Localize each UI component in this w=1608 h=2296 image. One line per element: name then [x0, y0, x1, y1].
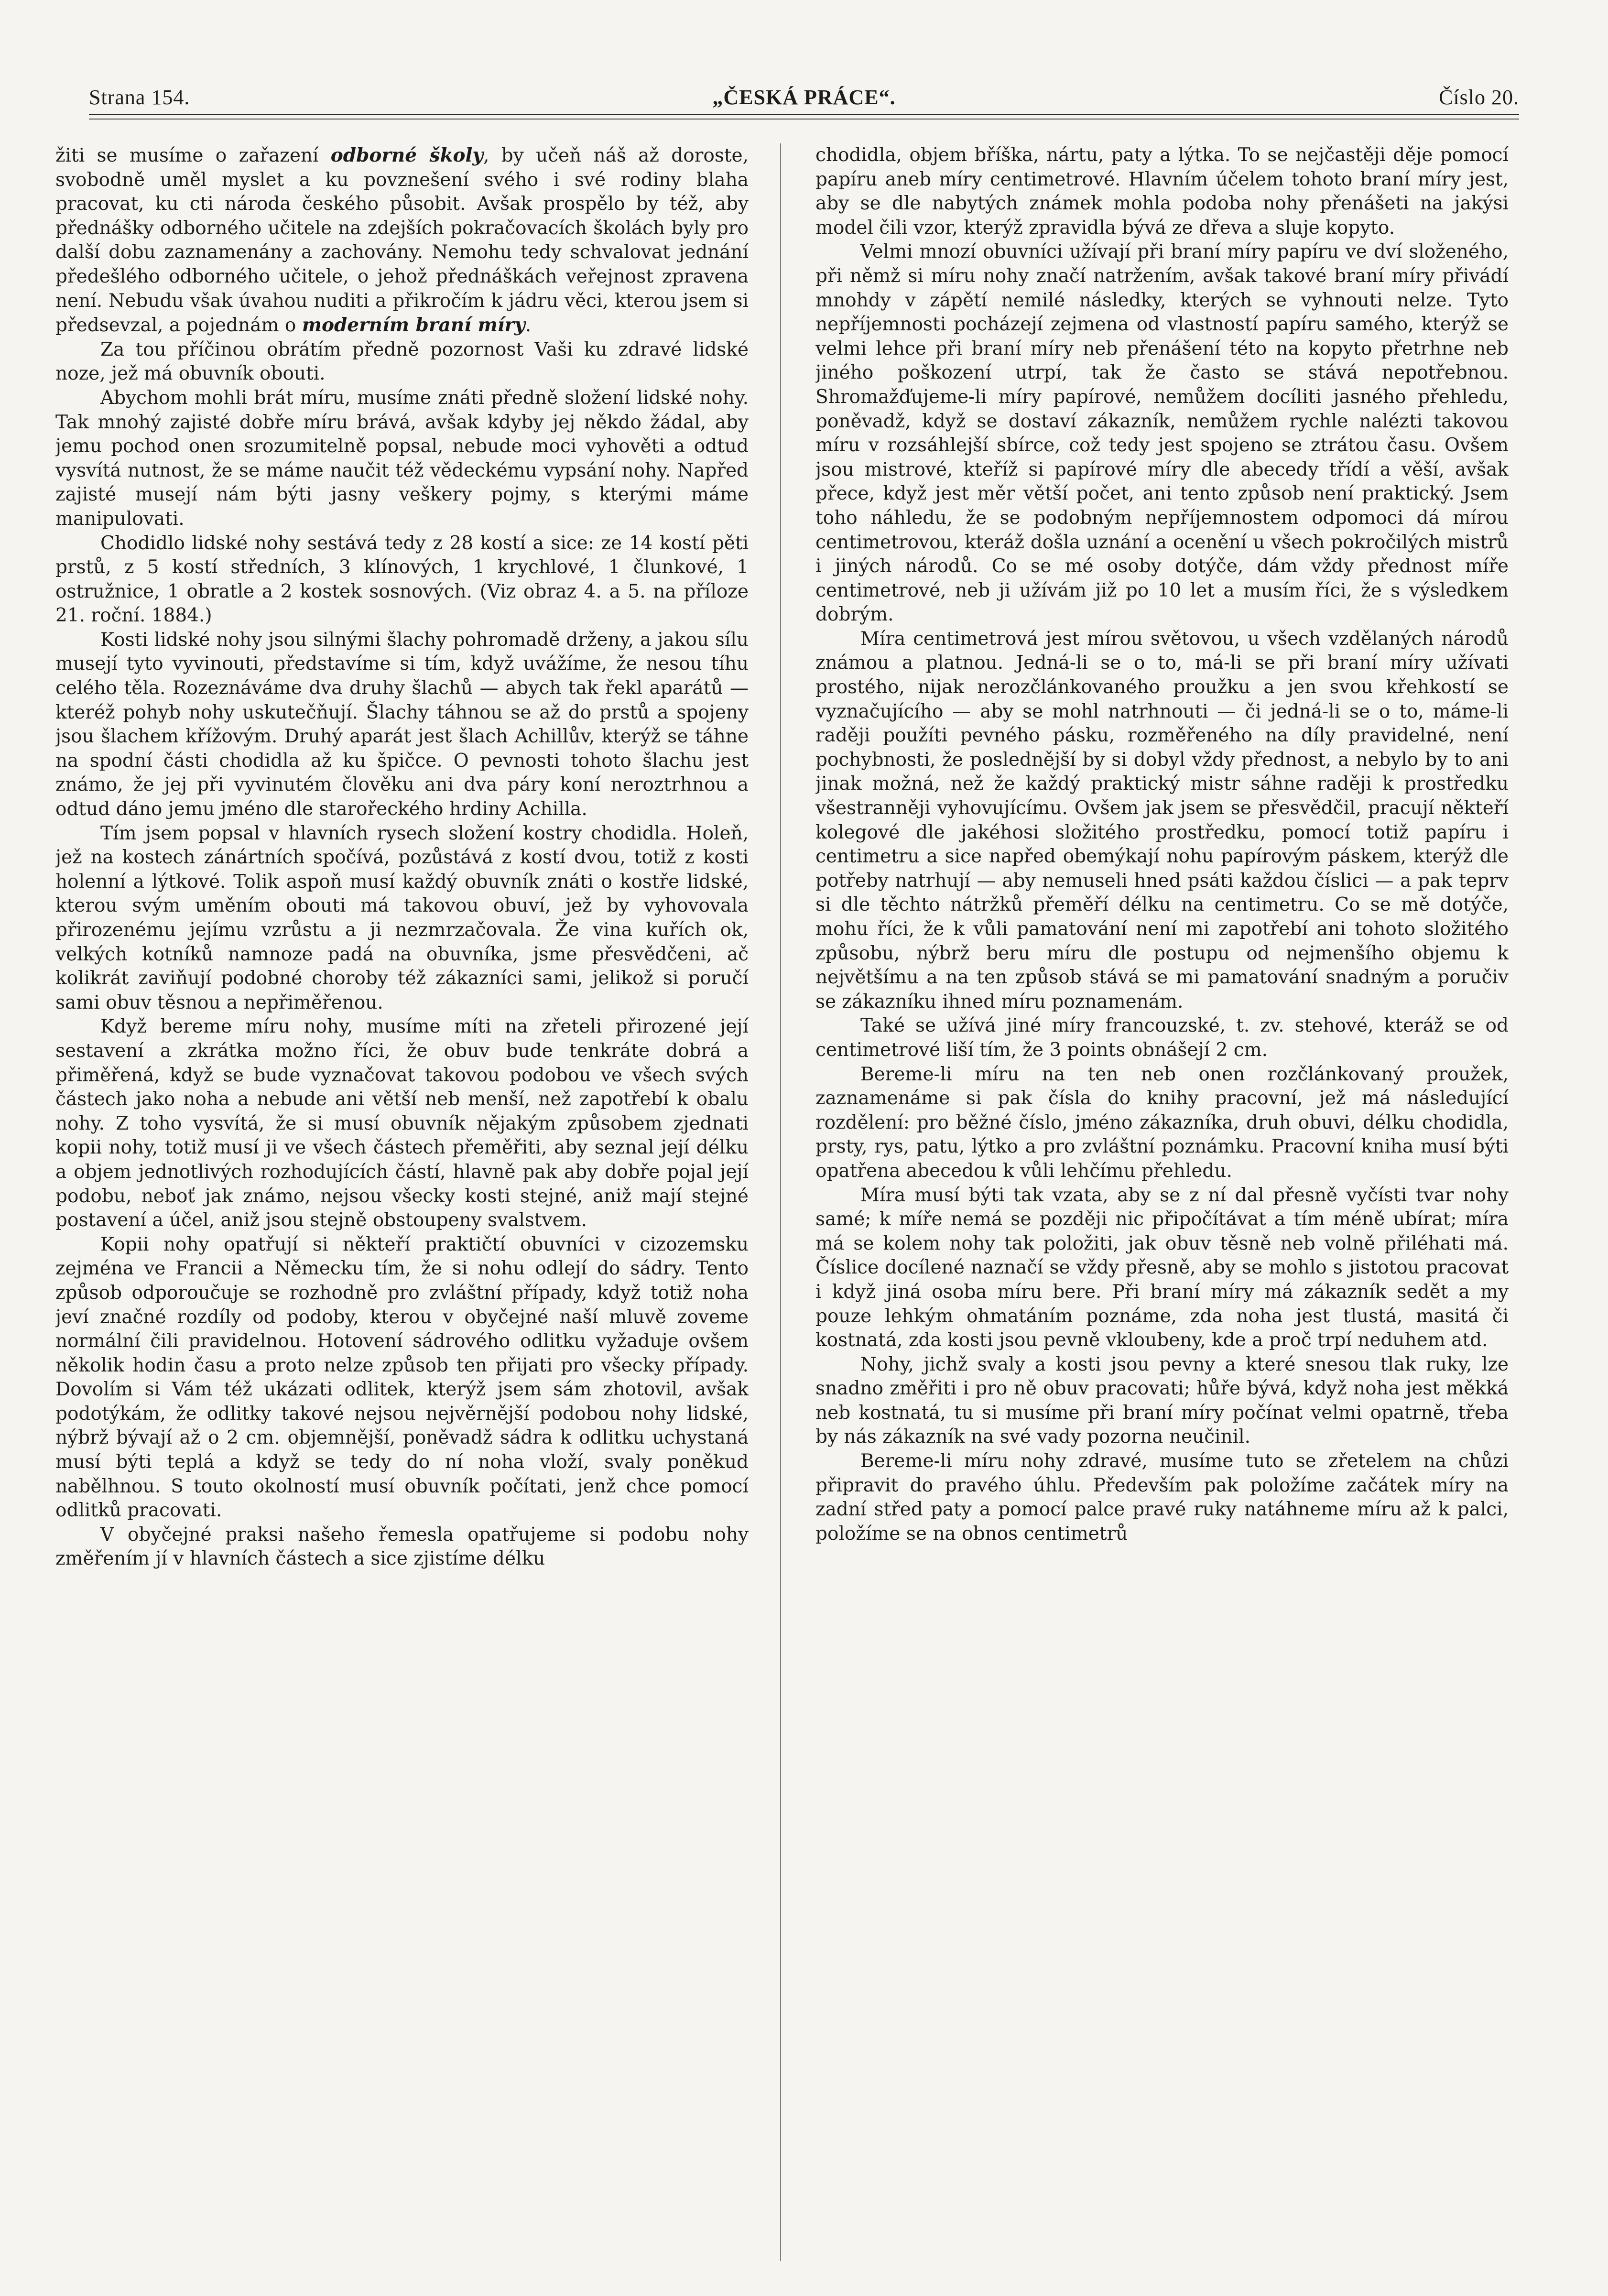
- paragraph: Nohy, jichž svaly a kosti jsou pevny a které snesou tlak ruky, lze snadno změřiti i pro ně obuv pracovati; hůře bývá, když noha jest měkká neb kostnatá, tu si musíme při braní míry počínat velmi opatrně, třeba by nás zákazník na své vady pozorna neučinil.: [815, 1353, 1509, 1448]
- paragraph: Tím jsem popsal v hlavních rysech složení kostry chodidla. Holeň, jež na kostech zánártních spočívá, pozůstává z kostí dvou, totiž z kosti holenní a lýtkové. Tolik aspoň musí každý obuvník znáti o kostře lidské, kterou svým uměním obouti má takovou obuví, jež by vyhovovala přirozenému jejímu vzrůstu a ji nezmrzačovala. Že vina kuřích ok, velkých kotníků namnoze padá na obuvníka, jsme přesvědčeni, ač kolikrát zaviňují podobné choroby též zákazníci sami, jelikož si poručí sami obuv těsnou a nepřiměřenou.: [55, 822, 749, 1013]
- page-number: Strana 154.: [89, 86, 190, 109]
- right-column: [815, 143, 1509, 2275]
- paragraph: Bereme-li míru na ten neb onen rozčlánkovaný proužek, zaznamenáme si pak čísla do knihy pracovní, jež má následující rozdělení: pro běžné číslo, jméno zákazníka, druh obuvi, délku chodidla, prsty, rys, patu, lýtko a pro zvláštní poznámku. Pracovní kniha musí býti opatřena abecedou k vůli lehčímu přehledu.: [815, 1063, 1509, 1182]
- emphasis: moderním braní míry: [302, 314, 525, 337]
- left-column: [55, 143, 749, 2275]
- emphasis: odborné školy: [330, 144, 484, 166]
- paragraph: Chodidlo lidské nohy sestává tedy z 28 kostí a sice: ze 14 kostí pěti prstů, z 5 kostí středních, 3 klínových, 1 krychlové, 1 člunkové, 1 ostružnice, 1 obratle a 2 kostek sosnových. (Viz obraz 4. a 5. na příloze 21. roční. 1884.): [55, 532, 749, 627]
- paragraph: Míra musí býti tak vzata, aby se z ní dal přesně vyčísti tvar nohy samé; k míře nemá se později nic připočítávat a tím méně ubírat; míra má se kolem nohy tak položiti, jak obuv těsně neb volně přiléhati má. Číslice docílené naznačí se vždy přesně, aby se mohlo s jistotou pracovat i když jiná osoba míru bere. Při braní míry má zákazník sedět a my pouze lehkým ohmatáním poznáme, zda noha jest tlustá, masitá či kostnatá, zda kosti jsou pevně vkloubeny, kde a proč trpí neduhem atd.: [815, 1184, 1509, 1351]
- paragraph: Míra centimetrová jest mírou světovou, u všech vzdělaných národů známou a platnou. Jedná-li se o to, má-li se při braní míry užívati prostého, nijak nerozčlánkovaného proužku a jen svou křehkostí se vyznačujícího — aby se mohl natrhnouti — či jedná-li se o to, máme-li raději použíti pevného pásku, rozměřeného na díly pravidelné, není pochybnosti, že poslednější by si dobyl vždy přednost, a nebylo by to ani jinak možná, než že každý praktický mistr sáhne raději k prostředku všestranněji vyhovujícímu. Ovšem jak jsem se přesvědčil, pracují někteří kolegové dle jakéhosi složitého prostředku, pomocí totiž papíru i centimetru a sice napřed obemýkají nohu papírovým páskem, kterýž dle potřeby natrhují — aby nemuseli hned psáti každou číslici — a pak teprv si dle těchto nátržků přeměří délku na centimetru. Co se mě dotýče, mohu říci, že k vůli pamatování není mi zapotřebí ani tohoto složitého způsobu, nýbrž beru míru dle postupu od nejmenšího objemu k největšímu a na ten způsob stává se mi pamatování snadným a poručiv se zákazníku ihned míru poznamenám.: [815, 628, 1509, 1012]
- paragraph: V obyčejné praksi našeho řemesla opatřujeme si podobu nohy změřením jí v hlavních částech a sice zjistíme délku: [55, 1523, 749, 1570]
- paragraph: Za tou příčinou obrátím předně pozornost Vaši ku zdravé lidské noze, jež má obuvník obouti.: [55, 338, 749, 385]
- column-divider: [780, 143, 781, 2261]
- paragraph: Kosti lidské nohy jsou silnými šlachy pohromadě drženy, a jakou sílu musejí tyto vyvinouti, představíme si tím, když uvážíme, že nesou tíhu celého těla. Rozeznáváme dva druhy šlachů — abych tak řekl aparátů — kteréž pohyb nohy uskutečňují. Šlachy táhnou se až do prstů a spojeny jsou šlachem křížovým. Druhý aparát jest šlach Achillův, kterýž se táhne na spodní části chodidla až ku špičce. O pevnosti tohoto šlachu jest známo, že jej při vyvinutém člověku ani dva páry koní neroztrhnou a odtud dáno jemu jméno dle starořeckého hrdiny Achilla.: [55, 629, 749, 820]
- page-header: [89, 76, 1519, 115]
- journal-title: „ČESKÁ PRÁCE“.: [712, 86, 896, 109]
- issue-number: Číslo 20.: [1439, 86, 1519, 109]
- paragraph: Když bereme míru nohy, musíme míti na zřeteli přirozené její sestavení a zkrátka možno říci, že obuv bude tenkráte dobrá a přiměřená, když se bude vyznačovat takovou podobou ve všech svých částech jako noha a nebude ani větší neb menší, než zapotřebí k obalu nohy. Z toho vysvítá, že si musí obuvník nějakým způsobem zjednati kopii nohy, totiž musí ji ve všech částech přeměřiti, aby seznal její délku a objem jednotlivých rozhodujících částí, hlavně pak aby dobře pojal její podobu, neboť jak známo, nejsou všecky kosti stejné, aniž mají stejné postavení a účel, aniž jsou stejně obstoupeny svalstvem.: [55, 1016, 749, 1231]
- paragraph: Bereme-li míru nohy zdravé, musíme tuto se zřetelem na chůzi připravit do pravého úhlu. Především pak položíme začátek míry na zadní střed paty a pomocí palce pravé ruky natáhneme míru až k palci, položíme se na obnos centimetrů: [815, 1450, 1509, 1545]
- header-rule-secondary: [89, 119, 1519, 120]
- header-rule: [89, 114, 1519, 115]
- paragraph: Abychom mohli brát míru, musíme znáti předně složení lidské nohy. Tak mnohý zajisté dobře míru brává, avšak kdyby jej někdo žádal, aby jemu pochod onen srozumitelně popsal, nebude moci vyhověti a odtud vysvítá nutnost, že se máme naučit též vědeckému vypsání nohy. Napřed zajisté musejí nám býti jasny veškery pojmy, s kterými máme manipulovati.: [55, 387, 749, 530]
- paragraph: žiti se musíme o zařazení odborné školy, by učeň náš až doroste, svobodně uměl myslet a ku povznešení svého i své rodiny blaha pracovat, ku cti národa českého působit. Avšak prospělo by též, aby přednášky odborného učitele na zdejších pokračovacích školách byly pro další dobu zaznamenány a zachovány. Nemohu tedy schvalovat jednání předešlého odborného učitele, o jehož přednáškách veřejnost zpravena není. Nebudu však úvahou nuditi a přikročím k jádru věci, kterou jsem si předsevzal, a pojednám o moderním braní míry.: [55, 144, 749, 337]
- paragraph: Také se užívá jiné míry francouzské, t. zv. stehové, kteráž se od centimetrové liší tím, že 3 points obnášejí 2 cm.: [815, 1015, 1509, 1061]
- paragraph: chodidla, objem bříška, nártu, paty a lýtka. To se nejčastěji děje pomocí papíru aneb míry centimetrové. Hlavním účelem tohoto braní míry jest, aby se dle nabytých známek mohla podoba nohy přenášeti na jakýsi model čili vzor, kterýž zpravidla bývá ze dřeva a sluje kopyto.: [815, 144, 1509, 239]
- paragraph: Velmi mnozí obuvníci užívají při braní míry papíru ve dví složeného, při němž si míru nohy značí natržením, avšak takové braní míry přivádí mnohdy v zápětí nemilé následky, kterých se vyhnouti nelze. Tyto nepříjemnosti pocházejí zejmena od vlastností papíru samého, kterýž se velmi lehce při braní míry neb přenášení této na kopyto přetrhne neb jiného poškození utrpí, tak že často se stává nepotřebnou. Shromažďujeme-li míry papírové, nemůžem docíliti jasného přehledu, poněvadž, když se dostaví zákazník, nemůžem rychle nalézti takovou míru v rozsáhlejší sbírce, což tedy jest spojeno se ztrátou času. Ovšem jsou mistrové, kteříž si papírové míry dle abecedy třídí a věší, avšak přece, když jest měr větší počet, ani tento způsob není praktický. Jsem toho náhledu, že se podobným nepříjemnostem odpomoci dá mírou centimetrovou, kteráž došla uznání a ocenění u všech pokročilých mistrů i jiných národů. Co se mé osoby dotýče, dám vždy přednost míře centimetrové, neb ji užívám již po 10 let a musím říci, že s výsledkem dobrým.: [815, 241, 1509, 626]
- paragraph: Kopii nohy opatřují si někteří praktičtí obuvníci v cizozemsku zejména ve Francii a Německu tím, že si nohu odlejí do sádry. Tento způsob odporoučuje se rozhodně pro zvláštní případy, když totiž noha jeví značné rozdíly od podoby, kterou v obyčejné naší mluvě zoveme normální čili pravidelnou. Hotovení sádrového odlitku vyžaduje ovšem několik hodin času a proto nelze způsob ten přijati pro všecky případy. Dovolím si Vám též ukázati odlitek, kterýž jsem sám zhotovil, avšak podotýkám, že odlitky takové nejsou nejvěrnější podobou nohy lidské, nýbrž bývají až o 2 cm. objemnější, poněvadž sádra k odlitku uchystaná musí býti teplá a když se tedy do ní noha vloží, svaly poněkud nabělhnou. S touto okolností musí obuvník počítati, jenž chce pomocí odlitků pracovati.: [55, 1233, 749, 1522]
